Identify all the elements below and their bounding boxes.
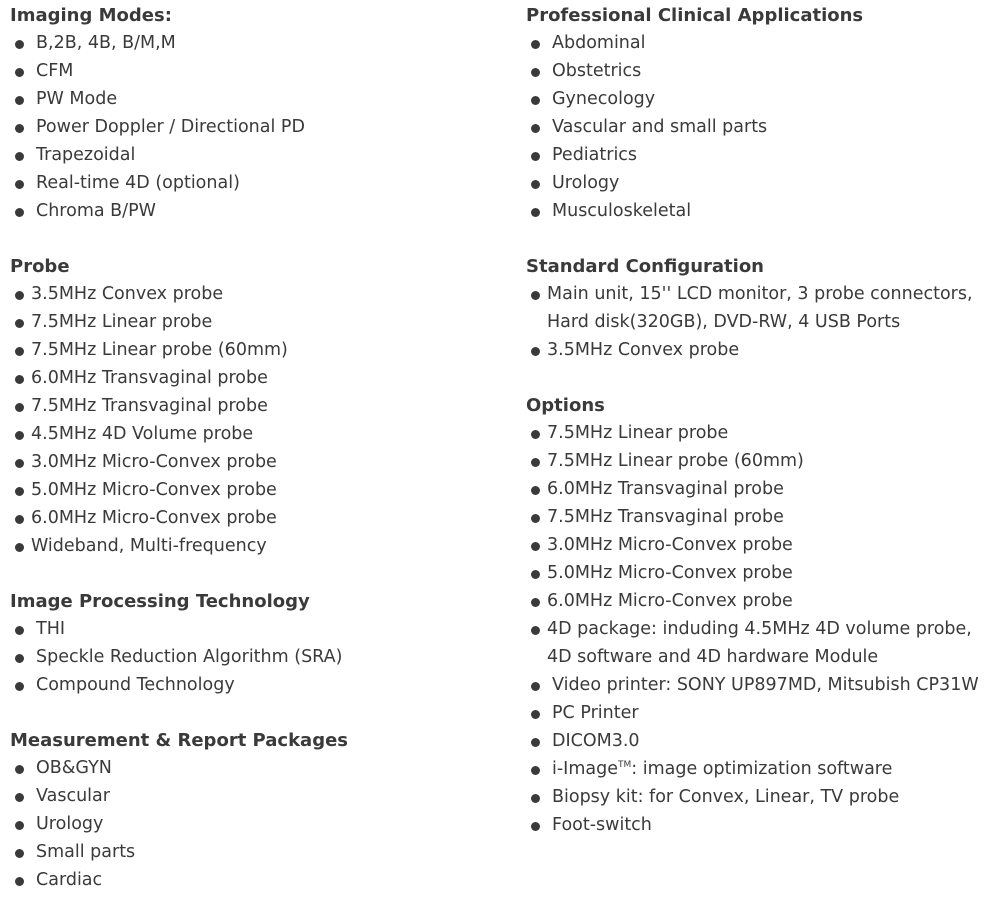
list-item: Vascular: [10, 782, 500, 810]
bullet-icon: [15, 152, 24, 161]
bullet-icon: [15, 682, 24, 691]
list-item: Video printer: SONY UP897MD, Mitsubish CP31W: [526, 671, 996, 699]
list-item: 3.0MHz Micro-Convex probe: [526, 531, 996, 559]
bullet-icon: [531, 486, 540, 495]
list-item: Chroma B/PW: [10, 197, 500, 225]
bullet-icon: [531, 291, 540, 300]
bullet-icon: [531, 822, 540, 831]
list-item: 7.5MHz Transvaginal probe: [526, 503, 996, 531]
list-item: DICOM3.0: [526, 727, 996, 755]
clinical-applications-section: [526, 2, 996, 225]
list-item: Main unit, 15'' LCD monitor, 3 probe connectors, Hard disk(320GB), DVD-RW, 4 USB Ports: [526, 280, 996, 336]
list-item: PW Mode: [10, 85, 500, 113]
bullet-icon: [531, 710, 540, 719]
list-item: Compound Technology: [10, 671, 500, 699]
list-item: OB&GYN: [10, 754, 500, 782]
clinical-applications-list: [526, 29, 996, 225]
list-item: 7.5MHz Linear probe: [10, 308, 500, 336]
bullet-icon: [15, 849, 24, 858]
list-item: 4.5MHz 4D Volume probe: [10, 420, 500, 448]
list-item: 7.5MHz Linear probe (60mm): [526, 447, 996, 475]
bullet-icon: [15, 543, 24, 552]
bullet-icon: [15, 765, 24, 774]
bullet-icon: [531, 68, 540, 77]
list-item: B,2B, 4B, B/M,M: [10, 29, 500, 57]
bullet-icon: [15, 793, 24, 802]
iimage-desc: : image optimization software: [631, 759, 893, 779]
list-item: Urology: [526, 169, 996, 197]
bullet-icon: [531, 152, 540, 161]
bullet-icon: [531, 347, 540, 356]
list-item: Vascular and small parts: [526, 113, 996, 141]
imaging-modes-list: [10, 29, 500, 225]
list-item: Small parts: [10, 838, 500, 866]
list-item: Biopsy kit: for Convex, Linear, TV probe: [526, 783, 996, 811]
list-item: 3.5MHz Convex probe: [10, 280, 500, 308]
probe-section: [10, 253, 500, 560]
bullet-icon: [15, 180, 24, 189]
bullet-icon: [531, 514, 540, 523]
bullet-icon: [531, 430, 540, 439]
standard-configuration-section: [526, 253, 996, 364]
list-item: 3.0MHz Micro-Convex probe: [10, 448, 500, 476]
list-item: Real-time 4D (optional): [10, 169, 500, 197]
image-processing-heading: Image Processing Technology: [10, 591, 310, 612]
list-item: Abdominal: [526, 29, 996, 57]
measurement-heading: Measurement & Report Packages: [10, 730, 349, 751]
clinical-applications-heading: Professional Clinical Applications: [526, 5, 864, 26]
bullet-icon: [15, 821, 24, 830]
bullet-icon: [15, 515, 24, 524]
list-item: Gynecology: [526, 85, 996, 113]
probe-heading: Probe: [10, 256, 70, 277]
list-item: 6.0MHz Micro-Convex probe: [10, 504, 500, 532]
bullet-icon: [15, 403, 24, 412]
bullet-icon: [15, 124, 24, 133]
measurement-list: [10, 754, 500, 894]
list-item: 5.0MHz Micro-Convex probe: [526, 559, 996, 587]
standard-configuration-heading: Standard Configuration: [526, 256, 764, 277]
bullet-icon: [531, 96, 540, 105]
bullet-icon: [531, 626, 540, 635]
imaging-modes-heading: Imaging Modes:: [10, 5, 172, 26]
list-item: THI: [10, 615, 500, 643]
image-processing-section: [10, 588, 500, 699]
bullet-icon: [15, 626, 24, 635]
list-item: 3.5MHz Convex probe: [526, 336, 996, 364]
measurement-section: [10, 727, 500, 894]
bullet-icon: [15, 96, 24, 105]
list-item: 6.0MHz Transvaginal probe: [526, 475, 996, 503]
list-item: 7.5MHz Transvaginal probe: [10, 392, 500, 420]
bullet-icon: [15, 877, 24, 886]
list-item: Trapezoidal: [10, 141, 500, 169]
list-item: Urology: [10, 810, 500, 838]
options-list: [526, 419, 996, 671]
list-item: Power Doppler / Directional PD: [10, 113, 500, 141]
bullet-icon: [15, 291, 24, 300]
list-item: Cardiac: [10, 866, 500, 894]
bullet-icon: [15, 654, 24, 663]
bullet-icon: [531, 598, 540, 607]
bullet-icon: [531, 738, 540, 747]
bullet-icon: [15, 431, 24, 440]
options-list-extra: [526, 671, 996, 839]
list-item: PC Printer: [526, 699, 996, 727]
probe-list: [10, 280, 500, 560]
bullet-icon: [531, 542, 540, 551]
iimage-name: i-Image: [552, 759, 618, 779]
bullet-icon: [531, 570, 540, 579]
bullet-icon: [531, 40, 540, 49]
bullet-icon: [531, 208, 540, 217]
bullet-icon: [531, 458, 540, 467]
bullet-icon: [15, 68, 24, 77]
left-column: [10, 2, 500, 894]
options-section: [526, 392, 996, 839]
list-item: 5.0MHz Micro-Convex probe: [10, 476, 500, 504]
list-item: CFM: [10, 57, 500, 85]
bullet-icon: [15, 208, 24, 217]
bullet-icon: [15, 40, 24, 49]
bullet-icon: [531, 124, 540, 133]
bullet-icon: [15, 459, 24, 468]
right-column: [526, 2, 996, 839]
list-item: Pediatrics: [526, 141, 996, 169]
bullet-icon: [15, 319, 24, 328]
bullet-icon: [15, 347, 24, 356]
list-item: Speckle Reduction Algorithm (SRA): [10, 643, 500, 671]
bullet-icon: [15, 375, 24, 384]
bullet-icon: [531, 794, 540, 803]
list-item: [526, 755, 996, 783]
list-item: 7.5MHz Linear probe: [526, 419, 996, 447]
list-item: Obstetrics: [526, 57, 996, 85]
list-item: Wideband, Multi-frequency: [10, 532, 500, 560]
list-item: 4D package: induding 4.5MHz 4D volume probe, 4D software and 4D hardware Module: [526, 615, 996, 671]
trademark-mark: TM: [617, 760, 632, 771]
imaging-modes-section: [10, 2, 500, 225]
bullet-icon: [15, 487, 24, 496]
bullet-icon: [531, 766, 540, 775]
image-processing-list: [10, 615, 500, 699]
list-item: 7.5MHz Linear probe (60mm): [10, 336, 500, 364]
list-item: Foot-switch: [526, 811, 996, 839]
list-item: 6.0MHz Micro-Convex probe: [526, 587, 996, 615]
list-item: 6.0MHz Transvaginal probe: [10, 364, 500, 392]
standard-configuration-list: [526, 280, 996, 364]
list-item: Musculoskeletal: [526, 197, 996, 225]
bullet-icon: [531, 180, 540, 189]
bullet-icon: [531, 682, 540, 691]
options-heading: Options: [526, 395, 605, 416]
